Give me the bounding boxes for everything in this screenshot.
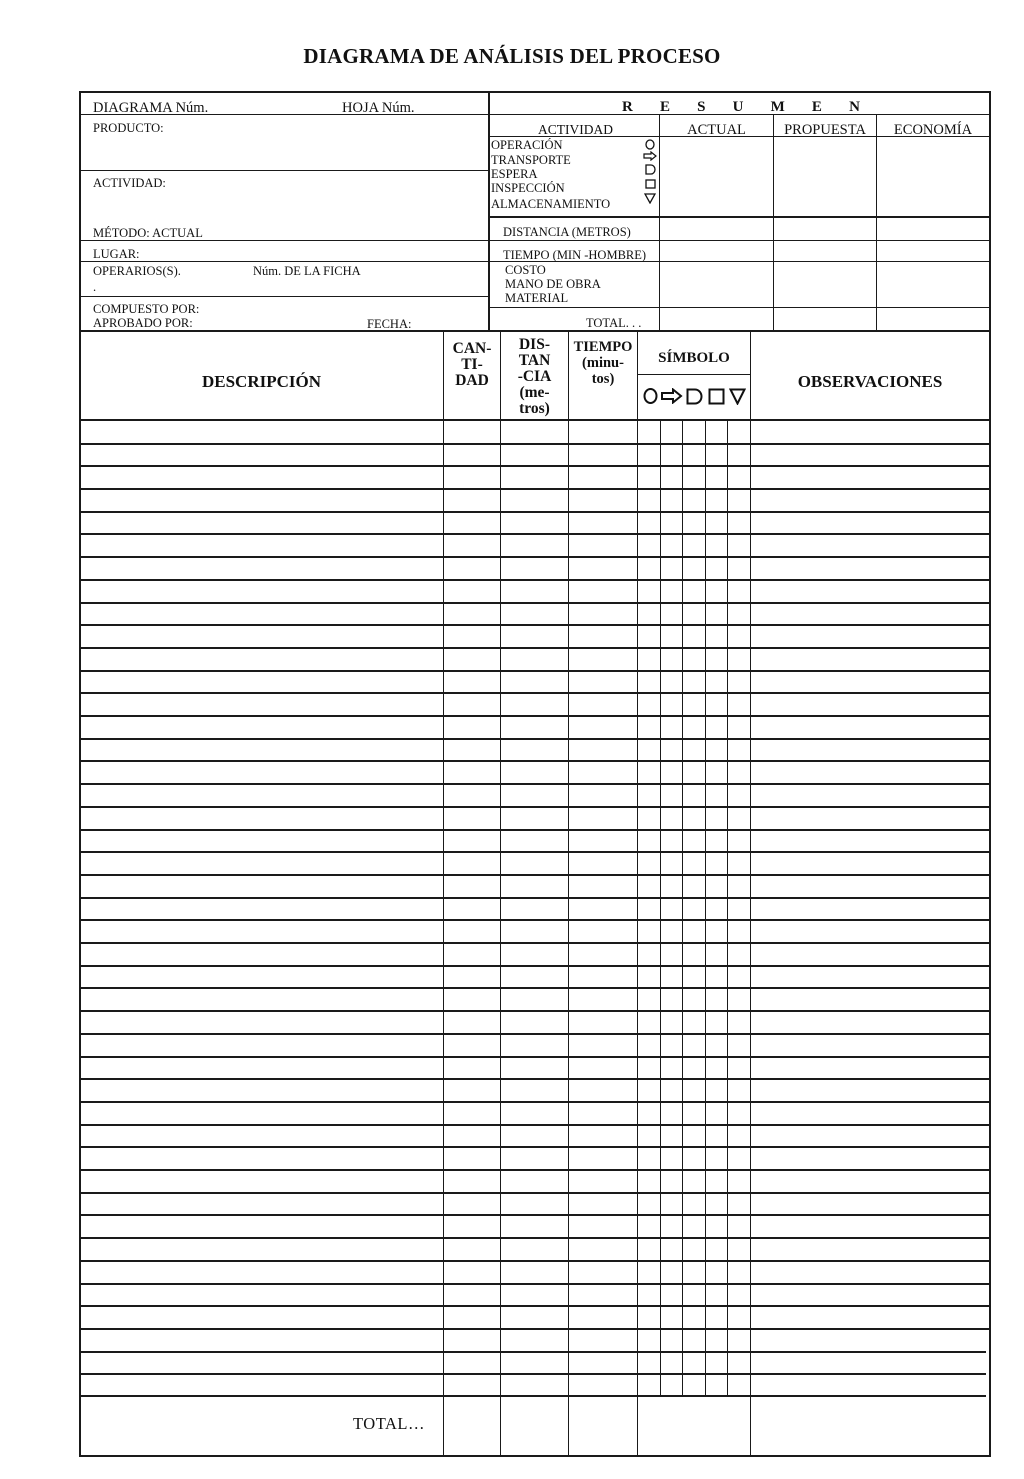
distancia-header-line: DIS-: [518, 336, 550, 353]
material-label: MATERIAL: [505, 291, 569, 305]
activity-almacenamiento: ALMACENAMIENTO: [491, 197, 611, 211]
resumen-letter: E: [659, 99, 670, 115]
tiempo-header-line: TIEMPO: [573, 339, 633, 355]
tiempo-header-line: (minu-: [582, 355, 624, 371]
table-row-line: [80, 1078, 989, 1080]
lugar-label: LUGAR:: [93, 247, 140, 261]
activity-operacion: OPERACIÓN: [491, 138, 563, 152]
distancia-metros-label: DISTANCIA (METROS): [503, 225, 631, 239]
activity-inspeccion: INSPECCIÓN: [491, 181, 565, 195]
fecha-label: FECHA:: [367, 317, 412, 331]
actividad-label: ACTIVIDAD:: [93, 176, 166, 190]
table-row-line: [80, 1351, 986, 1353]
tiempo-min-hombre-label: TIEMPO (MIN -HOMBRE): [503, 248, 647, 262]
table-row-line: [80, 1101, 989, 1103]
table-row-line: [80, 1237, 989, 1239]
table-row-line: [80, 942, 989, 944]
table-row-line: [80, 1373, 986, 1375]
table-row-line: [80, 1214, 989, 1216]
circle-icon: [643, 387, 658, 405]
resumen-letter: N: [849, 99, 860, 115]
table-row-line: [80, 1305, 989, 1307]
simbolo-header: SÍMBOLO: [658, 350, 730, 366]
table-row-line: [80, 1033, 989, 1035]
d-shape-icon: [645, 164, 656, 175]
table-row-line: [80, 1328, 989, 1330]
square-icon: [708, 388, 725, 405]
resumen-letter: S: [697, 99, 706, 115]
tiempo-header-line: tos): [591, 371, 615, 387]
table-row-line: [80, 829, 989, 831]
triangle-down-icon: [644, 193, 656, 204]
table-row-line: [80, 556, 989, 558]
table-row-line: [80, 1056, 989, 1058]
table-row-line: [80, 1124, 989, 1126]
propuesta-column-header: PROPUESTA: [784, 122, 866, 138]
table-row-line: [80, 533, 989, 535]
table-row-line: [80, 1169, 989, 1171]
table-row-line: [80, 602, 989, 604]
distancia-header-line: tros): [519, 400, 550, 417]
table-row-line: [80, 670, 989, 672]
table-row-line: [80, 511, 989, 513]
activity-transporte: TRANSPORTE: [491, 153, 571, 167]
resumen-letter: R: [622, 99, 633, 115]
table-row-line: [80, 965, 989, 967]
resumen-total-label: TOTAL. . .: [586, 316, 642, 330]
d-shape-icon: [686, 388, 703, 405]
costo-label: COSTO: [505, 263, 546, 277]
resumen-heading: [622, 99, 860, 116]
metodo-label: MÉTODO: ACTUAL: [93, 226, 203, 240]
table-row-line: [80, 987, 989, 989]
table-row-line: [80, 1146, 989, 1148]
activity-espera: ESPERA: [491, 167, 538, 181]
arrow-icon: [643, 151, 657, 161]
table-row-line: [80, 465, 989, 467]
distancia-header-line: -CIA: [517, 368, 552, 385]
distancia-header-line: TAN: [518, 352, 551, 369]
cantidad-header-line: DAD: [455, 372, 489, 389]
table-row-line: [80, 874, 989, 876]
operarios-label: OPERARIOS(S).: [93, 264, 181, 278]
ficha-mark: .: [93, 280, 97, 294]
table-row-line: [80, 851, 989, 853]
table-row-line: [80, 1283, 989, 1285]
distancia-header-line: (me-: [519, 384, 550, 401]
table-row-line: [80, 488, 989, 490]
cantidad-header-line: TI-: [461, 356, 483, 373]
table-row-line: [80, 579, 989, 581]
distancia-header: [501, 337, 568, 417]
table-row-line: [80, 1010, 989, 1012]
producto-label: PRODUCTO:: [93, 121, 164, 135]
circle-icon: [645, 139, 655, 150]
arrow-icon: [661, 388, 683, 404]
compuesto-por-label: COMPUESTO POR:: [93, 302, 200, 316]
table-row-line: [80, 1260, 989, 1262]
actual-column-header: ACTUAL: [687, 122, 746, 138]
aprobado-por-label: APROBADO POR:: [93, 316, 193, 330]
square-icon: [645, 179, 656, 189]
table-row-line: [80, 443, 989, 445]
mano-de-obra-label: MANO DE OBRA: [505, 277, 601, 291]
table-row-line: [80, 897, 989, 899]
triangle-down-icon: [729, 388, 746, 405]
observaciones-header: OBSERVACIONES: [797, 372, 943, 391]
cantidad-header-line: CAN-: [452, 340, 492, 357]
table-row-line: [80, 624, 989, 626]
table-row-line: [80, 919, 989, 921]
tiempo-header: [569, 339, 637, 387]
table-row-line: [80, 806, 989, 808]
actividad-column-header: ACTIVIDAD: [538, 122, 613, 137]
table-row-line: [80, 647, 989, 649]
diagrama-num-label: DIAGRAMA Núm.: [93, 100, 209, 116]
table-total-label: TOTAL…: [353, 1414, 425, 1433]
simbolo-icon-row: [638, 376, 750, 419]
table-row-line: [80, 692, 989, 694]
cantidad-header: [444, 341, 500, 389]
table-row-line: [80, 1192, 989, 1194]
resumen-letter: U: [732, 99, 744, 115]
table-row-line: [80, 760, 989, 762]
num-ficha-label: Núm. DE LA FICHA: [253, 264, 361, 278]
table-row-line: [80, 738, 989, 740]
economia-column-header: ECONOMÍA: [893, 122, 973, 138]
table-row-line: [80, 715, 989, 717]
resumen-letter: M: [770, 99, 785, 115]
resumen-letter: E: [811, 99, 822, 115]
table-row-line: [80, 783, 989, 785]
descripcion-header: DESCRIPCIÓN: [201, 372, 322, 391]
hoja-num-label: HOJA Núm.: [342, 100, 415, 116]
page-title: DIAGRAMA DE ANÁLISIS DEL PROCESO: [303, 44, 721, 68]
